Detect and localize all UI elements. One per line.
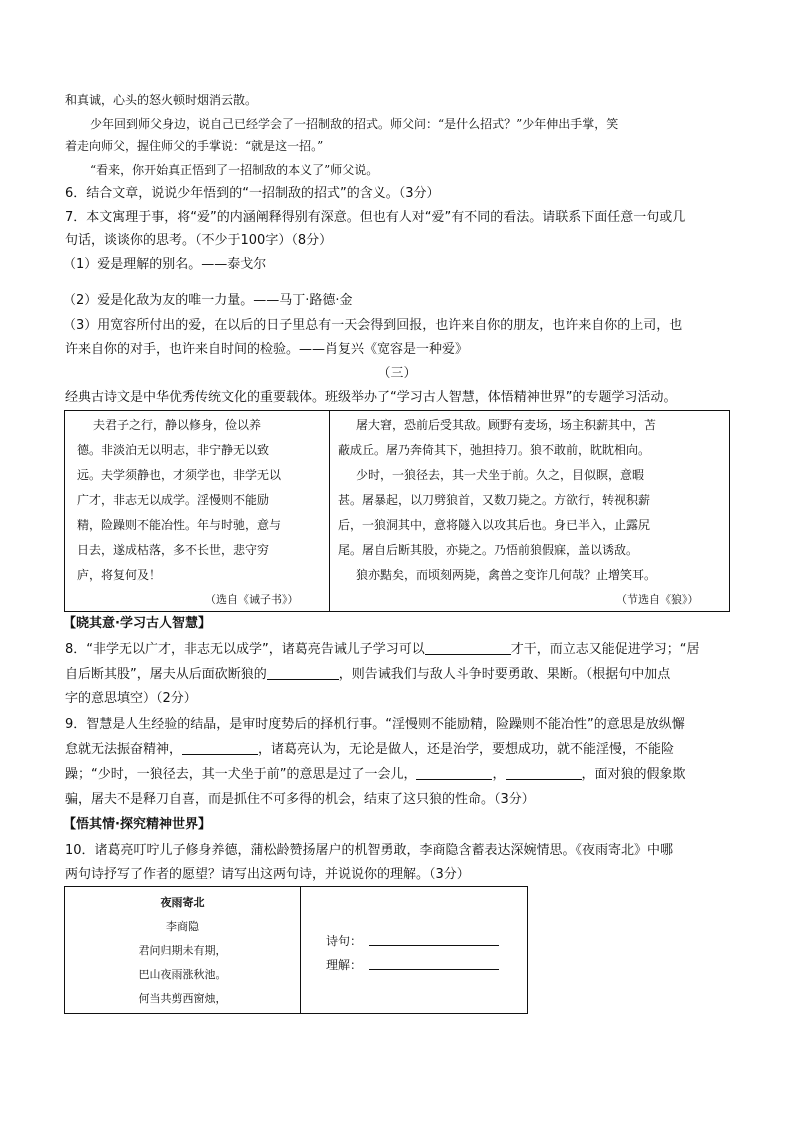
poem-line: 君问归期未有期，	[138, 944, 227, 957]
question-8-text: 才干，而立志又能促进学习；“居	[510, 642, 700, 657]
passage-left-line: 夫君子之行，静以修身，俭以养	[93, 418, 262, 432]
section-intro: 经典古诗文是中华优秀传统文化的重要载体。班级举办了“学习古人智慧，体悟精神世界”的专题学习活动。	[65, 390, 677, 405]
passage-right-line: 后，一狼洞其中，意将隧入以攻其后也。身已半入，止露尻	[338, 518, 651, 532]
passage-right-line: 狼亦黠矣，而顷刻两毙，禽兽之变诈几何哉？止增笑耳。	[356, 568, 657, 582]
question-8-text: ，则告诫我们与敌人斗争时要勇敢、果断。（根据句中加点	[338, 667, 671, 682]
question-10-line: 两句诗抒写了作者的愿望？请写出这两句诗，并说说你的理解。（3分）	[65, 867, 470, 882]
question-8-line	[65, 665, 670, 685]
story-line: 和真诚，心头的怒火顿时烟消云散。	[65, 93, 258, 107]
question-9-text: ，诸葛亮认为，无论是做人，还是治学，要想成功，就不能淫慢，不能险	[258, 742, 675, 757]
passage-table	[64, 410, 730, 612]
question-9-line	[65, 765, 686, 785]
question-7-option: （3）用宽容所付出的爱，在以后的日子里总有一天会得到回报，也许来自你的朋友，也许来自你的上司，也	[63, 318, 683, 333]
poem-title: 夜雨寄北	[160, 896, 205, 909]
question-7-line: 句话，谈谈你的思考。（不少于100字）（8分）	[65, 233, 333, 248]
question-8-text: 8．“非学无以广才，非志无以成学”，诸葛亮告诫儿子学习可以	[65, 642, 425, 657]
story-line: “看来，你开始真正悟到了一招制敌的本义了”师父说。	[90, 163, 379, 177]
passage-left-line: 日去，遂成枯落，多不长世，悲守穷	[77, 543, 270, 557]
passage-left-line: 德。非淡泊无以明志，非宁静无以致	[77, 443, 270, 457]
passage-right-source: （节选自《狼》）	[616, 593, 699, 606]
passage-left-line: 广才，非志无以成学。淫慢则不能励	[77, 493, 270, 507]
question-10-line: 10．诸葛亮叮咛儿子修身养德，蒲松龄赞扬屠户的机智勇敢，李商隐含蓄表达深婉情思。《夜雨寄北》中哪	[65, 843, 674, 858]
question-9-line: 9．智慧是人生经验的结晶，是审时度势后的择机行事。“淫慢则不能励精，险躁则不能冶性”的意思是放纵懈	[65, 717, 685, 732]
answer-cell	[301, 887, 527, 1013]
poem-answer-label: 诗句：	[326, 934, 363, 948]
passage-right-line: 甚。屠暴起，以刀劈狼首，又数刀毙之。方欲行，转视积薪	[338, 493, 651, 507]
poem-answer-table	[64, 886, 528, 1014]
part2-heading: 【悟其情·探究精神世界】	[63, 817, 211, 832]
question-8-line: 字的意思填空）（2分）	[65, 691, 197, 706]
story-line: 着走向师父，握住师父的手掌说：“就是这一招。”	[65, 139, 324, 153]
question-7-line: 7．本文寓理于事，将“爱”的内涵阐释得别有深意。但也有人对“爱”有不同的看法。请联系下面任意一句或几	[65, 210, 686, 225]
question-6: 6．结合文章，说说少年悟到的“一招制敌的招式”的含义。（3分）	[65, 186, 440, 201]
question-8-text: 自后断其股”，屠夫从后面砍断狼的	[65, 667, 267, 682]
answer-blank[interactable]	[267, 665, 339, 680]
understanding-label: 理解：	[326, 958, 363, 972]
question-9-text: 怠就无法振奋精神，	[65, 742, 183, 757]
passage-left-cell	[65, 411, 330, 611]
question-7-option: （1）爱是理解的别名。——泰戈尔	[63, 257, 267, 272]
answer-blank[interactable]	[506, 765, 582, 780]
passage-right-line: 蔽成丘。屠乃奔倚其下，弛担持刀。狼不敢前，眈眈相向。	[338, 443, 651, 457]
question-7-option: （2）爱是化敌为友的唯一力量。——马丁·路德·金	[63, 293, 353, 308]
passage-right-line: 屠大窘，恐前后受其敌。顾野有麦场，场主积薪其中，苫	[356, 418, 657, 432]
question-9-text: 躁；“少时，一狼径去，其一犬坐于前”的意思是过了一会儿，	[65, 767, 417, 782]
passage-right-line: 尾。屠自后断其股，亦毙之。乃悟前狼假寐，盖以诱敌。	[338, 543, 639, 557]
part1-heading: 【晓其意·学习古人智慧】	[63, 616, 211, 631]
answer-blank[interactable]	[425, 640, 511, 655]
question-9-text: ，面对狼的假象欺	[581, 767, 686, 782]
passage-left-line: 庐，将复何及！	[77, 568, 162, 582]
poem-line: 何当共剪西窗烛，	[138, 992, 227, 1005]
question-9-line: 骗，屠夫不是释刀自喜，而是抓住不可多得的机会，结束了这只狼的性命。（3分）	[65, 792, 535, 807]
passage-right-cell	[330, 411, 729, 611]
poem-cell	[65, 887, 301, 1013]
passage-right-line: 少时，一狼径去，其一犬坐于前。久之，目似瞑，意暇	[356, 468, 645, 482]
answer-blank[interactable]	[416, 765, 492, 780]
answer-blank[interactable]	[182, 740, 258, 755]
story-line: 少年回到师父身边，说自己已经学会了一招制敌的招式。师父问：“是什么招式？”少年伸出手掌，笑	[90, 117, 619, 131]
question-9-text: ，	[492, 767, 506, 782]
section-title: （三）	[377, 366, 417, 381]
question-8-line	[65, 640, 700, 660]
poem-author: 李商隐	[166, 920, 199, 933]
passage-left-line: 精，险躁则不能冶性。年与时驰，意与	[77, 518, 282, 532]
poem-line: 巴山夜雨涨秋池。	[138, 968, 227, 981]
understanding-answer-line[interactable]	[369, 969, 499, 970]
passage-left-source: （选自《诫子书》）	[205, 593, 299, 606]
poem-answer-line[interactable]	[369, 945, 499, 946]
passage-left-line: 远。夫学须静也，才须学也，非学无以	[77, 468, 282, 482]
question-7-option: 许来自你的对手，也许来自时间的检验。——肖复兴《宽容是一种爱》	[65, 342, 469, 357]
question-9-line	[65, 740, 674, 760]
